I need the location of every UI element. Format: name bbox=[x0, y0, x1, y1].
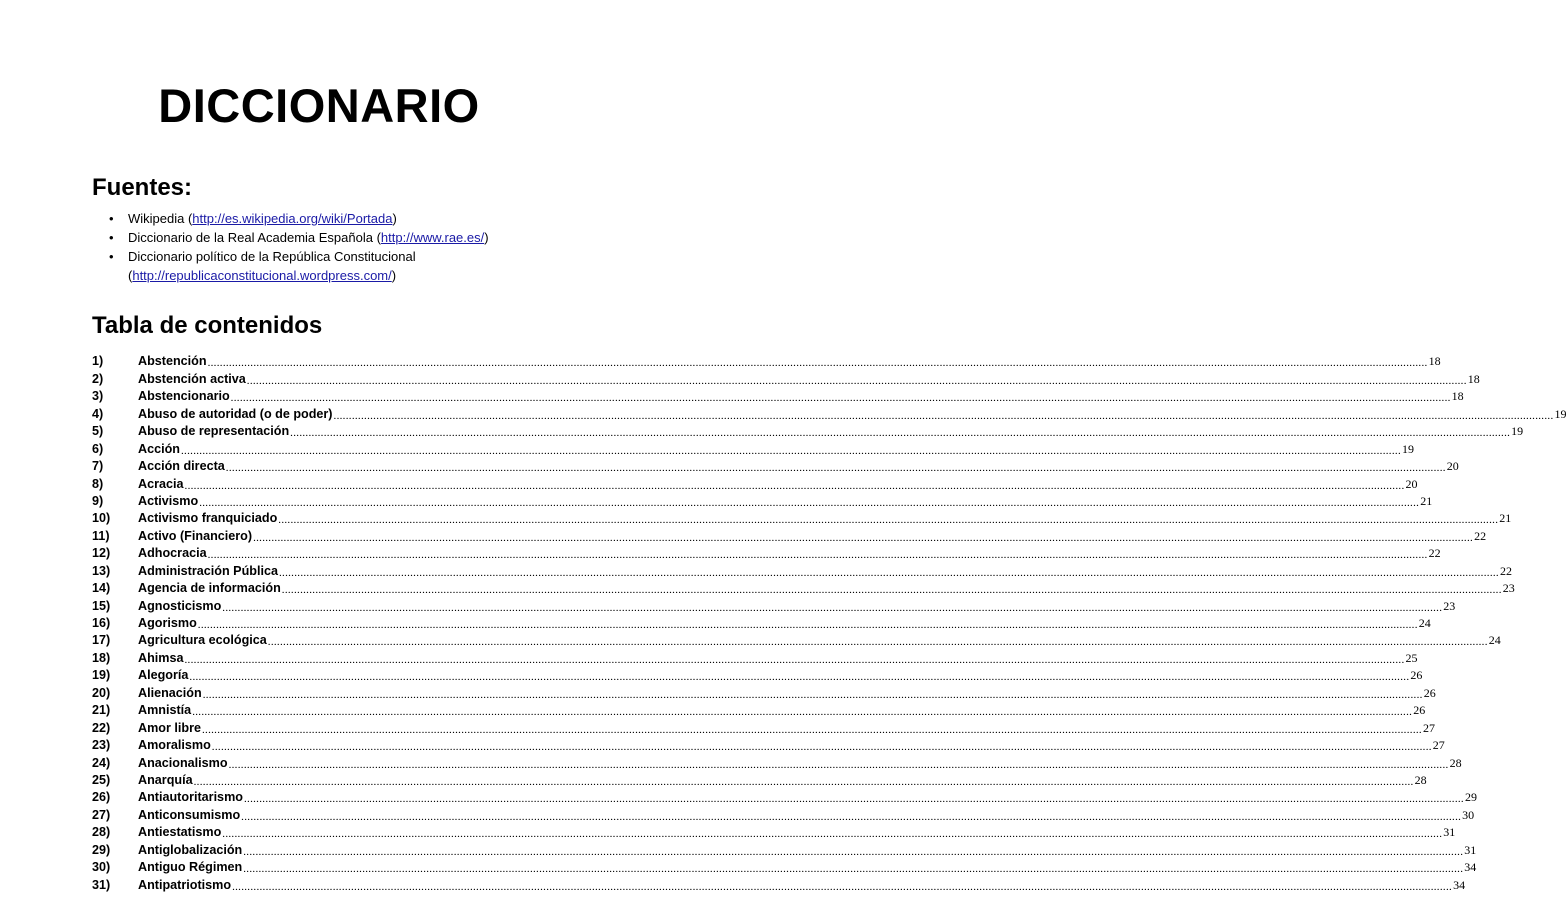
toc-entry-number: 1) bbox=[92, 354, 104, 369]
toc-entry-page: 21 bbox=[1499, 511, 1512, 526]
toc-entry[interactable] bbox=[92, 684, 1436, 701]
toc-entry-page: 28 bbox=[1449, 755, 1462, 770]
toc-entry-term[interactable]: Alienación bbox=[138, 685, 202, 700]
toc-leader-dots: ................................................................................................................................................................................................................................................................................................................................................................................................................ bbox=[207, 549, 1428, 562]
toc-entry-term[interactable]: Abstención activa bbox=[138, 371, 246, 386]
toc-entry-page: 20 bbox=[1405, 476, 1418, 491]
toc-leader-dots: ................................................................................................................................................................................................................................................................................................................................................................................................................ bbox=[199, 496, 1420, 509]
toc-entry-page: 19 bbox=[1402, 441, 1414, 456]
toc-entry-term[interactable]: Abstencionario bbox=[138, 389, 230, 404]
toc-entry[interactable] bbox=[92, 789, 1477, 806]
toc-entry[interactable] bbox=[92, 475, 1418, 492]
document-title: DICCIONARIO bbox=[158, 79, 480, 132]
source-text-end: ) bbox=[484, 230, 489, 245]
source-text: Wikipedia ( bbox=[128, 211, 193, 226]
toc-entry-page: 24 bbox=[1488, 633, 1501, 648]
toc-entry-page: 27 bbox=[1432, 738, 1445, 753]
toc-entry-term[interactable]: Antiguo Régimen bbox=[138, 860, 243, 875]
toc-entry[interactable] bbox=[92, 649, 1418, 666]
toc-entry-term[interactable]: Antiglobalización bbox=[138, 842, 243, 857]
toc-leader-dots: ................................................................................................................................................................................................................................................................................................................................................................................................................ bbox=[222, 828, 1443, 841]
toc-entry-number: 21) bbox=[92, 703, 111, 718]
toc-entry[interactable] bbox=[92, 772, 1427, 789]
toc-entry-term[interactable]: Abuso de autoridad (o de poder) bbox=[138, 406, 333, 421]
toc-entry-page: 28 bbox=[1414, 772, 1427, 787]
toc-entry-number: 12) bbox=[92, 546, 111, 561]
toc-entry-term[interactable]: Abstención bbox=[138, 354, 207, 369]
toc-entry[interactable] bbox=[92, 527, 1487, 544]
toc-entry-number: 30) bbox=[92, 860, 111, 875]
toc-entry[interactable] bbox=[92, 754, 1462, 771]
toc-entry-number: 13) bbox=[92, 563, 111, 578]
toc-entry-page: 23 bbox=[1502, 581, 1515, 596]
toc-entry[interactable] bbox=[92, 458, 1459, 475]
toc-entry[interactable] bbox=[92, 388, 1464, 405]
toc-entry-number: 20) bbox=[92, 685, 111, 700]
toc-leader-dots: ................................................................................................................................................................................................................................................................................................................................................................................................................ bbox=[290, 427, 1511, 440]
toc-entry[interactable] bbox=[92, 440, 1414, 457]
toc-leader-dots: ................................................................................................................................................................................................................................................................................................................................................................................................................ bbox=[211, 741, 1432, 754]
toc-entry-number: 9) bbox=[92, 493, 104, 508]
toc-entry[interactable] bbox=[92, 597, 1456, 614]
toc-entry-page: 22 bbox=[1499, 563, 1512, 578]
toc-entry-page: 21 bbox=[1420, 493, 1433, 508]
toc-entry-page: 18 bbox=[1467, 371, 1480, 386]
toc-entry[interactable] bbox=[92, 632, 1501, 649]
toc-entry-page: 18 bbox=[1451, 389, 1464, 404]
toc-entry-number: 31) bbox=[92, 877, 111, 892]
toc-entry[interactable] bbox=[92, 719, 1435, 736]
toc-entry[interactable] bbox=[92, 824, 1456, 841]
toc-entry-page: 30 bbox=[1462, 807, 1475, 822]
toc-entry-term[interactable]: Acción directa bbox=[138, 459, 225, 474]
toc-leader-dots: ................................................................................................................................................................................................................................................................................................................................................................................................................ bbox=[253, 531, 1474, 544]
toc-entry-page: 31 bbox=[1443, 825, 1456, 840]
source-text: Diccionario político de la República Constitucional ( bbox=[128, 249, 416, 283]
toc-entry-term[interactable]: Amoralismo bbox=[138, 738, 211, 753]
source-text: Diccionario de la Real Academia Española ( bbox=[128, 230, 381, 245]
toc-entry[interactable] bbox=[92, 615, 1431, 632]
toc-entry-term[interactable]: Agorismo bbox=[138, 616, 197, 630]
source-text-end: ) bbox=[391, 268, 397, 283]
toc-entry[interactable] bbox=[92, 353, 1441, 370]
toc-entry-term[interactable]: Amnistía bbox=[138, 703, 192, 718]
toc-entry-number: 16) bbox=[92, 616, 111, 630]
toc-entry-page: 31 bbox=[1464, 842, 1477, 857]
toc-entry-term[interactable]: Activo (Financiero) bbox=[138, 528, 253, 543]
source-link[interactable]: http://es.wikipedia.org/wiki/Portada bbox=[192, 211, 393, 226]
toc-entry-number: 22) bbox=[92, 720, 111, 735]
toc-entry-number: 2) bbox=[92, 371, 104, 386]
toc-entry-number: 18) bbox=[92, 650, 111, 665]
toc-entry-term[interactable]: Anarquía bbox=[138, 772, 193, 787]
toc-entry-page: 26 bbox=[1413, 703, 1426, 718]
source-text-end: ) bbox=[392, 211, 397, 226]
toc-entry-page: 19 bbox=[1511, 424, 1524, 439]
toc-entry-page: 26 bbox=[1423, 685, 1436, 700]
toc-entry-page: 29 bbox=[1464, 790, 1477, 805]
toc-entry[interactable] bbox=[92, 493, 1433, 510]
toc-leader-dots: ................................................................................................................................................................................................................................................................................................................................................................................................................ bbox=[193, 775, 1414, 788]
toc-entry-number: 17) bbox=[92, 633, 111, 648]
toc-entry[interactable] bbox=[92, 405, 1567, 422]
toc-entry[interactable] bbox=[92, 737, 1445, 754]
toc-heading: Tabla de contenidos bbox=[92, 312, 323, 339]
source-item bbox=[96, 247, 638, 285]
toc-entry-number: 23) bbox=[92, 738, 111, 753]
toc-leader-dots: ................................................................................................................................................................................................................................................................................................................................................................................................................ bbox=[243, 863, 1464, 876]
toc-entry-term[interactable]: Antipatriotismo bbox=[138, 877, 232, 892]
toc-entry-term[interactable]: Activismo bbox=[138, 493, 199, 508]
toc-leader-dots: ................................................................................................................................................................................................................................................................................................................................................................................................................ bbox=[333, 409, 1554, 422]
toc-entry-term[interactable]: Anticonsumismo bbox=[138, 807, 241, 822]
toc-entry-term[interactable]: Adhocracia bbox=[138, 546, 207, 561]
toc-entry-page: 22 bbox=[1428, 546, 1441, 561]
toc-entry-page: 24 bbox=[1418, 616, 1431, 630]
toc-leader-dots: ................................................................................................................................................................................................................................................................................................................................................................................................................ bbox=[184, 479, 1405, 492]
toc-entry-term[interactable]: Acracia bbox=[138, 476, 184, 491]
toc-entry-number: 5) bbox=[92, 424, 104, 439]
toc-entry-page: 22 bbox=[1474, 528, 1487, 543]
source-item bbox=[96, 209, 638, 228]
toc-leader-dots: ................................................................................................................................................................................................................................................................................................................................................................................................................ bbox=[241, 810, 1462, 823]
sources-heading: Fuentes: bbox=[92, 174, 193, 201]
toc-entry-number: 14) bbox=[92, 581, 111, 596]
toc-entry-number: 15) bbox=[92, 598, 111, 613]
toc-entry-number: 7) bbox=[92, 459, 104, 474]
toc-entry-page: 26 bbox=[1410, 668, 1423, 683]
toc-entry-term[interactable]: Alegoría bbox=[138, 668, 189, 683]
toc-entry-page: 20 bbox=[1446, 459, 1459, 474]
toc-entry-term[interactable]: Amor libre bbox=[138, 720, 201, 735]
toc-entry-term[interactable]: Ahimsa bbox=[138, 650, 184, 665]
toc-entry-number: 4) bbox=[92, 406, 104, 421]
toc-leader-dots: ................................................................................................................................................................................................................................................................................................................................................................................................................ bbox=[267, 636, 1488, 649]
toc-entry-term[interactable]: Antiautoritarismo bbox=[138, 790, 243, 805]
toc-leader-dots: ................................................................................................................................................................................................................................................................................................................................................................................................................ bbox=[189, 671, 1410, 684]
toc-entry-term[interactable]: Agencia de información bbox=[138, 581, 281, 596]
toc-entry-term[interactable]: Anacionalismo bbox=[138, 755, 228, 770]
toc-leader-dots: ................................................................................................................................................................................................................................................................................................................................................................................................................ bbox=[202, 688, 1423, 701]
toc-entry-page: 25 bbox=[1405, 650, 1418, 665]
toc-list bbox=[92, 353, 1567, 894]
toc-entry-term[interactable]: Acción bbox=[138, 441, 180, 456]
toc-entry[interactable] bbox=[92, 370, 1480, 387]
toc-entry-number: 3) bbox=[92, 389, 104, 404]
toc-entry-term[interactable]: Activismo franquiciado bbox=[138, 511, 278, 526]
toc-entry-number: 27) bbox=[92, 807, 111, 822]
toc-leader-dots: ................................................................................................................................................................................................................................................................................................................................................................................................................ bbox=[201, 723, 1422, 736]
toc-leader-dots: ................................................................................................................................................................................................................................................................................................................................................................................................................ bbox=[181, 444, 1401, 457]
toc-entry-term[interactable]: Administración Pública bbox=[138, 563, 278, 578]
source-link[interactable]: http://www.rae.es/ bbox=[380, 230, 485, 245]
toc-entry-number: 25) bbox=[92, 772, 111, 787]
toc-entry[interactable] bbox=[92, 562, 1512, 579]
toc-leader-dots: ................................................................................................................................................................................................................................................................................................................................................................................................................ bbox=[243, 845, 1464, 858]
bullet-icon: • bbox=[109, 230, 114, 245]
toc-leader-dots: ................................................................................................................................................................................................................................................................................................................................................................................................................ bbox=[281, 584, 1502, 597]
toc-entry-number: 10) bbox=[92, 511, 111, 526]
toc-entry-term[interactable]: Agnosticismo bbox=[138, 598, 222, 613]
toc-entry[interactable] bbox=[92, 667, 1423, 684]
toc-leader-dots: ................................................................................................................................................................................................................................................................................................................................................................................................................ bbox=[225, 462, 1446, 475]
toc-leader-dots: ................................................................................................................................................................................................................................................................................................................................................................................................................ bbox=[230, 392, 1451, 405]
toc-entry[interactable] bbox=[92, 859, 1477, 876]
source-item bbox=[96, 228, 638, 247]
toc-leader-dots: ................................................................................................................................................................................................................................................................................................................................................................................................................ bbox=[246, 374, 1467, 387]
toc-entry[interactable] bbox=[92, 510, 1512, 527]
toc-entry[interactable] bbox=[92, 841, 1477, 858]
toc-entry-term[interactable]: Antiestatismo bbox=[138, 825, 222, 840]
toc-leader-dots: ................................................................................................................................................................................................................................................................................................................................................................................................................ bbox=[278, 566, 1499, 579]
toc-leader-dots: ................................................................................................................................................................................................................................................................................................................................................................................................................ bbox=[197, 619, 1418, 631]
toc-entry-term[interactable]: Abuso de representación bbox=[138, 424, 290, 439]
toc-entry-number: 24) bbox=[92, 755, 111, 770]
toc-entry[interactable] bbox=[92, 702, 1426, 719]
toc-leader-dots: ................................................................................................................................................................................................................................................................................................................................................................................................................ bbox=[184, 653, 1405, 666]
toc-leader-dots: ................................................................................................................................................................................................................................................................................................................................................................................................................ bbox=[192, 706, 1413, 719]
toc-entry-page: 19 bbox=[1554, 406, 1567, 421]
toc-entry-term[interactable]: Agricultura ecológica bbox=[138, 633, 267, 648]
toc-leader-dots: ................................................................................................................................................................................................................................................................................................................................................................................................................ bbox=[228, 758, 1449, 771]
bullet-icon: • bbox=[109, 249, 114, 264]
toc-entry-page: 18 bbox=[1428, 354, 1441, 369]
toc-entry-number: 26) bbox=[92, 790, 111, 805]
toc-entry-number: 11) bbox=[92, 528, 110, 543]
sources-list bbox=[96, 209, 638, 285]
source-link[interactable]: http://republicaconstitucional.wordpress.com/ bbox=[132, 268, 392, 283]
toc-entry-number: 29) bbox=[92, 842, 111, 857]
toc-entry-page: 23 bbox=[1443, 598, 1456, 613]
toc-entry[interactable] bbox=[92, 806, 1475, 823]
toc-entry-number: 28) bbox=[92, 825, 111, 840]
toc-entry-page: 34 bbox=[1453, 877, 1466, 892]
toc-entry-number: 19) bbox=[92, 668, 111, 683]
toc-entry[interactable] bbox=[92, 545, 1441, 562]
toc-leader-dots: ................................................................................................................................................................................................................................................................................................................................................................................................................ bbox=[278, 514, 1499, 527]
toc-entry-number: 6) bbox=[92, 441, 104, 456]
toc-entry[interactable] bbox=[92, 423, 1524, 440]
toc-entry[interactable] bbox=[92, 580, 1515, 597]
toc-leader-dots: ................................................................................................................................................................................................................................................................................................................................................................................................................ bbox=[222, 601, 1443, 614]
toc-leader-dots: ................................................................................................................................................................................................................................................................................................................................................................................................................ bbox=[243, 793, 1464, 806]
toc-entry-page: 34 bbox=[1464, 860, 1477, 875]
toc-leader-dots: ................................................................................................................................................................................................................................................................................................................................................................................................................ bbox=[232, 880, 1453, 893]
bullet-icon: • bbox=[109, 211, 114, 226]
toc-entry[interactable] bbox=[92, 876, 1466, 893]
toc-entry-number: 8) bbox=[92, 476, 104, 491]
toc-entry-page: 27 bbox=[1422, 720, 1435, 735]
toc-leader-dots: ................................................................................................................................................................................................................................................................................................................................................................................................................ bbox=[207, 357, 1428, 370]
